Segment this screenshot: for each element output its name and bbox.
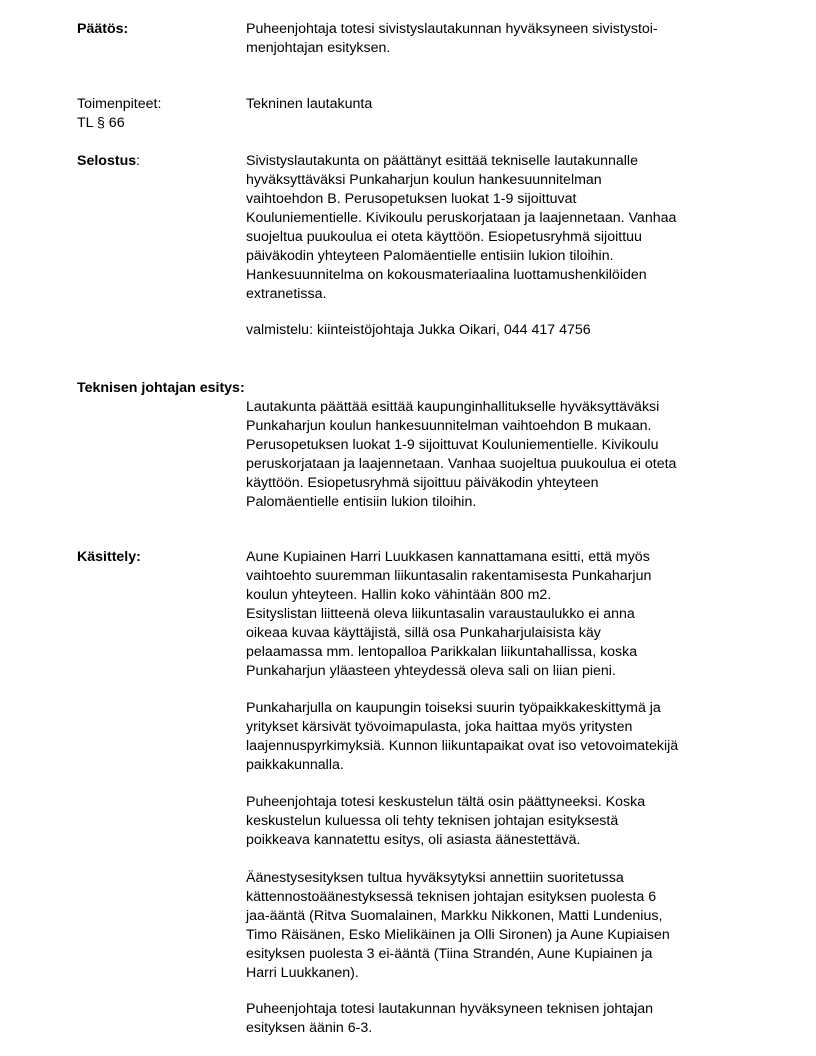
selostus-line: päiväkodin yhteyteen Palomäentielle entisiin lukion tiloihin. <box>246 248 614 264</box>
kasittely-line: koulun yhteyteen. Hallin koko vähintään 800 m2. <box>246 587 552 603</box>
esitys-line: käyttöön. Esiopetusryhmä sijoittuu päiväkodin yhteyteen <box>246 475 599 491</box>
selostus-paragraph <box>246 152 746 304</box>
kasittely-line: paikkakunnalla. <box>246 757 344 773</box>
kasittely-p1 <box>246 548 746 681</box>
kasittely-line: keskustelun kuluessa oli tehty teknisen johtajan esityksestä <box>246 813 619 829</box>
esitys-label: Teknisen johtajan esitys: <box>77 380 245 396</box>
selostus-line: Sivistyslautakunta on päättänyt esittää tekniselle lautakunnalle <box>246 153 638 169</box>
kasittely-line: oikeaa kuvaa käyttäjistä, sillä osa Punkaharjulaisista käy <box>246 625 601 641</box>
selostus-label-text: Selostus <box>77 153 137 169</box>
selostus-line: extranetissa. <box>246 286 327 302</box>
kasittely-p2 <box>246 699 746 775</box>
kasittely-line: Puheenjohtaja totesi keskustelun tältä osin päättyneeksi. Koska <box>246 794 646 810</box>
selostus-label <box>77 152 140 171</box>
kasittely-line: Timo Räisänen, Esko Mielikäinen ja Olli Sironen) ja Aune Kupiaisen <box>246 927 670 943</box>
toimenpiteet-value: Tekninen lautakunta <box>246 96 373 112</box>
esitys-text <box>246 398 746 512</box>
kasittely-line: Aune Kupiainen Harri Luukkasen kannattamana esitti, että myös <box>246 549 650 565</box>
selostus-label-colon: : <box>136 153 141 169</box>
esitys-line: Palomäentielle entisiin lukion tiloihin. <box>246 494 477 510</box>
kasittely-line: esityksen puolesta 3 ei-ääntä (Tiina Strandén, Aune Kupiainen ja <box>246 946 653 962</box>
kasittely-line: esityksen äänin 6-3. <box>246 1020 373 1036</box>
kasittely-p5 <box>246 1000 746 1038</box>
toimenpiteet-ref: TL § 66 <box>77 115 125 131</box>
selostus-line: hyväksyttäväksi Punkaharjun koulun hankesuunnitelman <box>246 172 602 188</box>
valmistelu-text <box>246 321 746 340</box>
esitys-line: Punkaharjun koulun hankesuunnitelman vaihtoehdon B mukaan. <box>246 418 652 434</box>
kasittely-line: yritykset kärsivät työvoimapulasta, joka haittaa myös yritysten <box>246 719 633 735</box>
kasittely-p3 <box>246 793 746 850</box>
kasittely-line: Puheenjohtaja totesi lautakunnan hyväksyneen teknisen johtajan <box>246 1001 654 1017</box>
kasittely-line: Punkaharjun yläasteen yhteydessä oleva sali on liian pieni. <box>246 663 616 679</box>
kasittely-p4 <box>246 869 746 983</box>
esitys-line: Perusopetuksen luokat 1-9 sijoittuvat Kouluniementielle. Kivikoulu <box>246 437 659 453</box>
selostus-line: Kouluniementielle. Kivikoulu peruskorjataan ja laajennetaan. Vanhaa <box>246 210 677 226</box>
kasittely-line: poikkeava kannatettu esitys, oli asiasta äänestettävä. <box>246 832 581 848</box>
selostus-text <box>246 152 746 304</box>
toimenpiteet-label: Toimenpiteet: <box>77 96 162 112</box>
kasittely-label: Käsittely: <box>77 549 141 565</box>
kasittely-line: laajennuspyrkimyksiä. Kunnon liikuntapaikat ovat iso vetovoimatekijä <box>246 738 679 754</box>
selostus-line: vaihtoehdon B. Perusopetuksen luokat 1-9 sijoittuvat <box>246 191 577 207</box>
kasittely-line: Äänestysesityksen tultua hyväksytyksi annettiin suoritetussa <box>246 870 624 886</box>
esitys-line: peruskorjataan ja laajennetaan. Vanhaa suojeltua puukoulua ei oteta <box>246 456 677 472</box>
kasittely-line: jaa-ääntä (Ritva Suomalainen, Markku Nikkonen, Matti Lundenius, <box>246 908 663 924</box>
kasittely-line: kättennostoäänestyksessä teknisen johtajan esityksen puolesta 6 <box>246 889 657 905</box>
selostus-line: Hankesuunnitelma on kokousmateriaalina luottamushenkilöiden <box>246 267 647 283</box>
kasittely-line: Harri Luukkanen). <box>246 965 359 981</box>
paatos-label: Päätös: <box>77 21 129 37</box>
paatos-text <box>246 20 746 58</box>
esitys-line: Lautakunta päättää esittää kaupunginhallitukselle hyväksyttäväksi <box>246 399 660 415</box>
paatos-line: Puheenjohtaja totesi sivistyslautakunnan hyväksyneen sivistystoi- <box>246 21 658 37</box>
kasittely-line: Esityslistan liitteenä oleva liikuntasalin varaustaulukko ei anna <box>246 606 635 622</box>
kasittely-line: pelaamassa mm. lentopalloa Parikkalan liikuntahallissa, koska <box>246 644 638 660</box>
kasittely-line: vaihtoehto suuremman liikuntasalin rakentamisesta Punkaharjun <box>246 568 652 584</box>
selostus-line: suojeltua puukoulua ei oteta käyttöön. Esiopetusryhmä sijoittuu <box>246 229 642 245</box>
valmistelu-line: valmistelu: kiinteistöjohtaja Jukka Oikari, 044 417 4756 <box>246 322 591 338</box>
paatos-line: menjohtajan esityksen. <box>246 40 391 56</box>
kasittely-line: Punkaharjulla on kaupungin toiseksi suurin työpaikkakeskittymä ja <box>246 700 661 716</box>
